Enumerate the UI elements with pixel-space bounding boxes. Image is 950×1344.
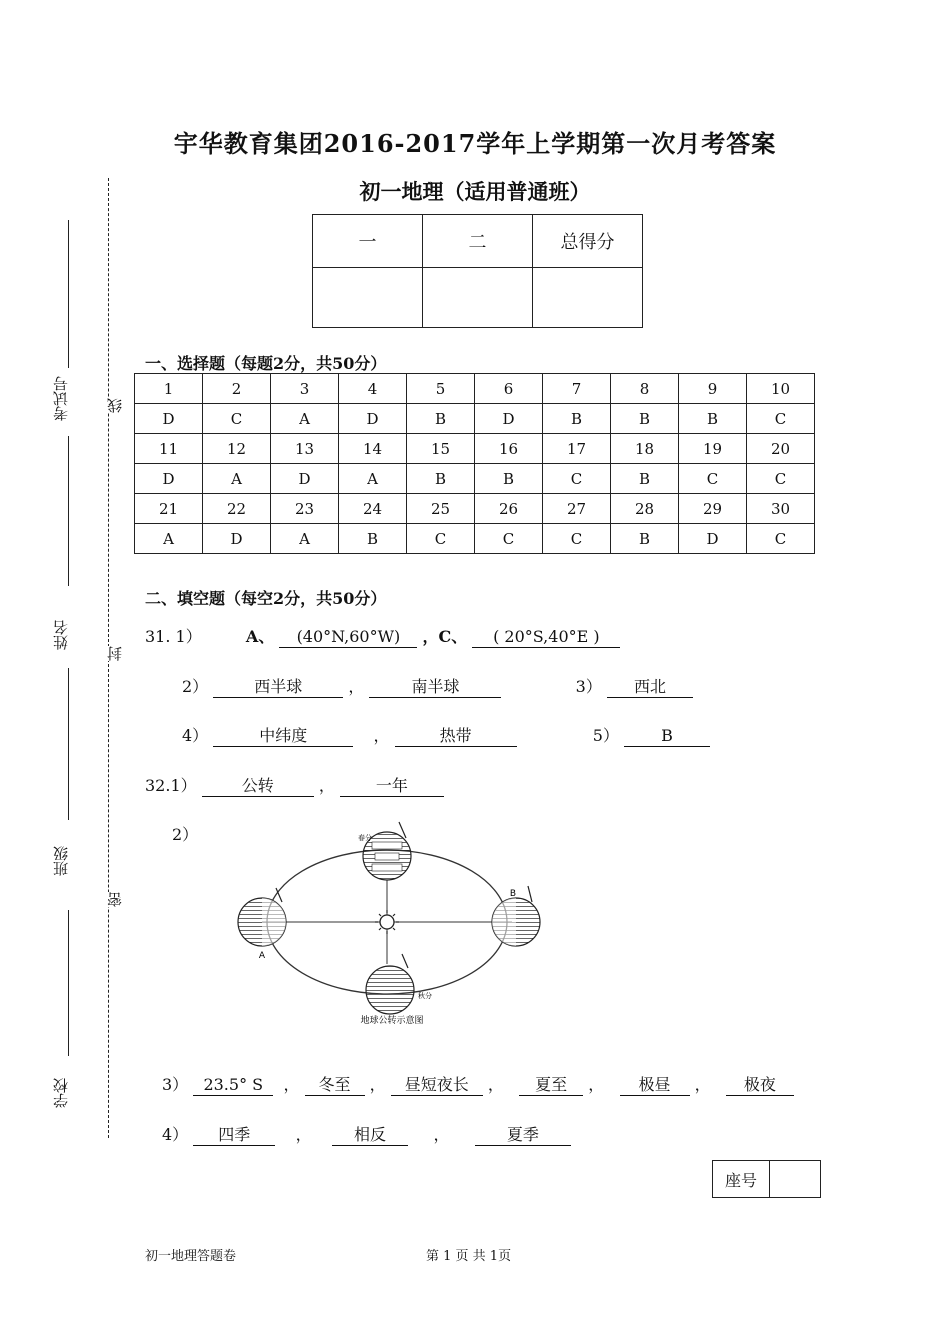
question-number-cell: 30 (747, 494, 815, 524)
school-label: 学校 (52, 1078, 70, 1108)
q31-line2 (182, 674, 693, 698)
diagram-label-b: B (509, 889, 516, 899)
page-title: 宇华教育集团2016-2017学年上学期第一次月考答案 (173, 129, 777, 158)
q31-line1 (145, 624, 620, 648)
answer-cell: B (543, 404, 611, 434)
q31-part3-label: 3） (575, 677, 602, 696)
answer-cell: B (679, 404, 747, 434)
answer-cell: C (679, 464, 747, 494)
q32-answer-d1: 四季 (193, 1125, 275, 1146)
q31-answer-b1: 西半球 (213, 677, 343, 698)
earth-bottom (366, 954, 414, 1014)
q32-answer-c4: 夏至 (519, 1075, 583, 1096)
q32-answer-d3: 夏季 (475, 1125, 571, 1146)
question-number-cell: 2 (203, 374, 271, 404)
diagram-label-top: 春分 (358, 834, 372, 842)
q31-label: 31. 1） (145, 627, 202, 646)
question-number-cell: 16 (475, 434, 543, 464)
score-header-part1: 一 (313, 215, 423, 268)
answer-cell: D (475, 404, 543, 434)
question-number-cell: 13 (271, 434, 339, 464)
earth-orbit-diagram (232, 818, 552, 1030)
answer-cell: C (475, 524, 543, 554)
seal-mark-secret: 密 (106, 892, 124, 907)
question-number-cell: 26 (475, 494, 543, 524)
q32-answer-c3: 昼短夜长 (391, 1075, 483, 1096)
question-number-cell: 25 (407, 494, 475, 524)
page-subtitle: 初一地理（适用普通班） (359, 179, 591, 204)
question-number-row (135, 494, 815, 524)
diagram-label-bottom: 秋分 (418, 992, 432, 1000)
school-rule (68, 910, 69, 1056)
section1-heading: 一、选择题（每题2分，共50分） (145, 354, 387, 373)
answer-cell: D (679, 524, 747, 554)
question-number-cell: 21 (135, 494, 203, 524)
score-table (312, 214, 643, 328)
seal-mark-line: 线 (106, 398, 124, 413)
answer-cell: D (135, 404, 203, 434)
q31-answer-b5: 热带 (395, 726, 517, 747)
question-number-cell: 24 (339, 494, 407, 524)
seat-label: 座号 (713, 1161, 770, 1198)
question-number-cell: 18 (611, 434, 679, 464)
earth-top (363, 822, 411, 880)
answer-table (134, 373, 815, 554)
question-number-cell: 1 (135, 374, 203, 404)
score-cell-part2 (423, 268, 533, 328)
diagram-label-a: A (258, 951, 266, 961)
q32-answer-c5: 极昼 (620, 1075, 690, 1096)
q32-line4: 4） 四季 ， 相反 ， 夏季 (162, 1122, 571, 1146)
answer-cell: D (135, 464, 203, 494)
answer-cell: C (203, 404, 271, 434)
earth-left (238, 888, 286, 946)
question-number-cell: 8 (611, 374, 679, 404)
q31-part4-label: 4） (182, 726, 209, 745)
q32-part4-label: 4） (162, 1125, 189, 1144)
answer-cell: D (203, 524, 271, 554)
answer-cell: B (475, 464, 543, 494)
answer-cell: C (407, 524, 475, 554)
q32-answer-c1: 23.5° S (193, 1075, 273, 1096)
question-number-cell: 7 (543, 374, 611, 404)
question-number-cell: 28 (611, 494, 679, 524)
answer-row (135, 404, 815, 434)
q31-c-label: ，C、 (422, 627, 468, 646)
seat-value-field (770, 1161, 821, 1198)
question-number-cell: 17 (543, 434, 611, 464)
q32-answer-c2: 冬至 (305, 1075, 365, 1096)
answer-row (135, 524, 815, 554)
q31-answer-c: ( 20°S,40°E ) (472, 627, 620, 648)
q31-answer-b6: B (624, 726, 710, 747)
name-label: 姓名 (52, 620, 70, 650)
q32-answer-a2: 一年 (340, 776, 444, 797)
comma: ， (318, 776, 335, 795)
section2-heading: 二、填空题（每空2分，共50分） (145, 589, 387, 608)
q31-answer-b3: 西北 (607, 677, 693, 698)
answer-cell: A (271, 524, 339, 554)
q32-line3: 3） 23.5° S ， 冬至 ， 昼短夜长 ， 夏至 ， 极昼 ， 极夜 (162, 1072, 794, 1096)
diagram-caption: 地球公转示意图 (360, 1016, 424, 1026)
question-number-row (135, 434, 815, 464)
answer-cell: D (271, 464, 339, 494)
seal-mark-seal: 封 (106, 646, 124, 661)
question-number-cell: 3 (271, 374, 339, 404)
question-number-cell: 6 (475, 374, 543, 404)
question-number-cell: 9 (679, 374, 747, 404)
score-header-total: 总得分 (533, 215, 643, 268)
seat-number-box (712, 1160, 821, 1198)
comma: ， (348, 677, 365, 696)
exam-number-label: 考试号 (52, 376, 70, 421)
answer-cell: D (339, 404, 407, 434)
question-number-cell: 15 (407, 434, 475, 464)
answer-cell: B (611, 404, 679, 434)
exam-number-rule (68, 220, 69, 368)
question-number-cell: 10 (747, 374, 815, 404)
question-number-cell: 12 (203, 434, 271, 464)
answer-cell: C (543, 464, 611, 494)
earth-right (492, 886, 540, 946)
question-number-cell: 29 (679, 494, 747, 524)
answer-cell: B (611, 524, 679, 554)
footer-left: 初一地理答题卷 (145, 1249, 237, 1264)
q31-answer-b4: 中纬度 (213, 726, 353, 747)
question-number-cell: 27 (543, 494, 611, 524)
answer-cell: A (135, 524, 203, 554)
comma: ， (373, 726, 390, 745)
score-cell-total (533, 268, 643, 328)
answer-cell: A (339, 464, 407, 494)
name-rule (68, 436, 69, 586)
answer-cell: A (271, 404, 339, 434)
answer-cell: C (543, 524, 611, 554)
question-number-cell: 23 (271, 494, 339, 524)
q31-a-label: A、 (245, 627, 275, 646)
question-number-cell: 22 (203, 494, 271, 524)
answer-cell: C (747, 404, 815, 434)
question-number-cell: 20 (747, 434, 815, 464)
score-header-part2: 二 (423, 215, 533, 268)
answer-row (135, 464, 815, 494)
question-number-row (135, 374, 815, 404)
q32-answer-c6: 极夜 (726, 1075, 794, 1096)
question-number-cell: 4 (339, 374, 407, 404)
q32-part3-label: 3） (162, 1075, 189, 1094)
answer-cell: B (611, 464, 679, 494)
class-rule (68, 668, 69, 820)
footer-page: 第 1 页 共 1页 (426, 1249, 512, 1264)
q32-answer-d2: 相反 (332, 1125, 408, 1146)
answer-cell: A (203, 464, 271, 494)
answer-cell: B (339, 524, 407, 554)
score-cell-part1 (313, 268, 423, 328)
answer-cell: C (747, 464, 815, 494)
question-number-cell: 11 (135, 434, 203, 464)
q32-part2-label: 2） (172, 825, 199, 844)
question-number-cell: 14 (339, 434, 407, 464)
q32-line1 (145, 773, 444, 797)
answer-cell: B (407, 464, 475, 494)
q31-answer-a: (40°N,60°W) (279, 627, 417, 648)
question-number-cell: 5 (407, 374, 475, 404)
q31-answer-b2: 南半球 (369, 677, 501, 698)
q32-label: 32.1） (145, 776, 197, 795)
answer-cell: B (407, 404, 475, 434)
q31-part5-label: 5） (592, 726, 619, 745)
q32-answer-a1: 公转 (202, 776, 314, 797)
class-label: 班级 (52, 846, 70, 876)
q31-part2-label: 2） (182, 677, 209, 696)
question-number-cell: 19 (679, 434, 747, 464)
answer-cell: C (747, 524, 815, 554)
q31-line3 (182, 723, 710, 747)
